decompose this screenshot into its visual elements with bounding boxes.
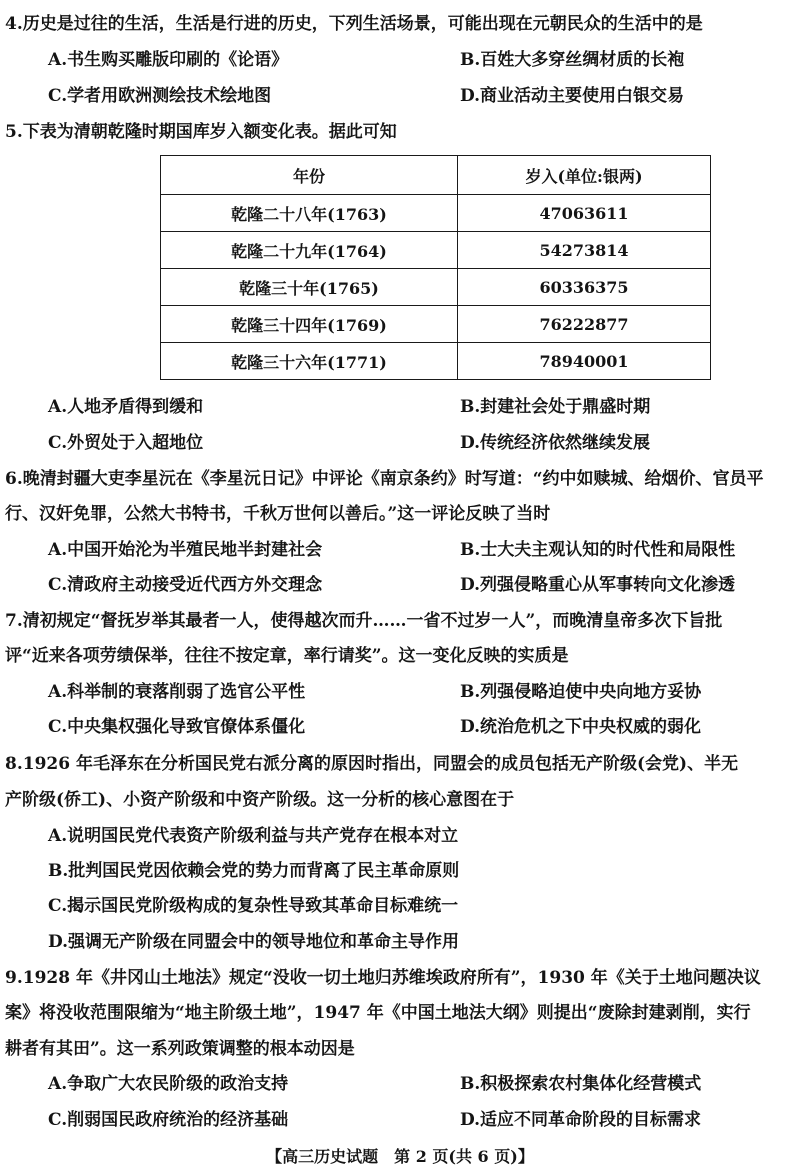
question-8-option-b: B.批判国民党因依赖会党的势力而背离了民主革命原则 bbox=[48, 861, 460, 881]
table-cell-revenue: 47063611 bbox=[458, 195, 711, 232]
question-6-option-d: D.列强侵略重心从军事转向文化渗透 bbox=[460, 575, 736, 595]
table-row bbox=[161, 195, 711, 232]
table-row bbox=[161, 232, 711, 269]
question-4-option-a: A.书生购买雕版印刷的《论语》 bbox=[48, 50, 289, 70]
table-row bbox=[161, 306, 711, 343]
question-8-stem-line-1: 8.1926 年毛泽东在分析国民党右派分离的原因时指出，同盟会的成员包括无产阶级(会党)、半无 bbox=[5, 754, 739, 774]
question-7-stem-line-1: 7.清初规定“督抚岁举其最者一人，使得越次而升……一省不过岁一人”，而晚清皇帝多次下旨批 bbox=[5, 611, 723, 631]
table-cell-revenue: 54273814 bbox=[458, 232, 711, 269]
question-5-stem: 5.下表为清朝乾隆时期国库岁入额变化表。据此可知 bbox=[5, 122, 397, 142]
page-footer: 【高三历史试题 第 2 页(共 6 页)】 bbox=[266, 1147, 534, 1166]
table-row bbox=[161, 343, 711, 380]
table-cell-revenue: 60336375 bbox=[458, 269, 711, 306]
question-4-stem: 4.历史是过往的生活，生活是行进的历史，下列生活场景，可能出现在元朝民众的生活中的是 bbox=[5, 14, 703, 34]
table-cell-revenue: 78940001 bbox=[458, 343, 711, 380]
table-header-revenue: 岁入(单位:银两) bbox=[458, 156, 711, 195]
question-8-stem-line-2: 产阶级(侨工)、小资产阶级和中资产阶级。这一分析的核心意图在于 bbox=[5, 790, 515, 810]
table-header-row bbox=[161, 156, 711, 195]
question-9-option-d: D.适应不同革命阶段的目标需求 bbox=[460, 1110, 702, 1130]
question-6-option-c: C.清政府主动接受近代西方外交理念 bbox=[48, 575, 323, 595]
question-6-stem-line-1: 6.晚清封疆大吏李星沅在《李星沅日记》中评论《南京条约》时写道：“约中如赎城、给烟价、官员平 bbox=[5, 469, 764, 489]
question-5-option-c: C.外贸处于入超地位 bbox=[48, 433, 204, 453]
revenue-table bbox=[160, 155, 711, 380]
table-cell-revenue: 76222877 bbox=[458, 306, 711, 343]
question-6-option-a: A.中国开始沦为半殖民地半封建社会 bbox=[48, 540, 323, 560]
question-4-option-b: B.百姓大多穿丝绸材质的长袍 bbox=[460, 50, 685, 70]
question-5-option-a: A.人地矛盾得到缓和 bbox=[48, 397, 204, 417]
table-cell-year: 乾隆三十年(1765) bbox=[161, 269, 458, 306]
question-7-option-b: B.列强侵略迫使中央向地方妥协 bbox=[460, 682, 702, 702]
question-9-option-a: A.争取广大农民阶级的政治支持 bbox=[48, 1074, 289, 1094]
question-9-stem-line-3: 耕者有其田”。这一系列政策调整的根本动因是 bbox=[5, 1039, 355, 1059]
question-8-option-d: D.强调无产阶级在同盟会中的领导地位和革命主导作用 bbox=[48, 932, 460, 952]
question-7-option-d: D.统治危机之下中央权威的弱化 bbox=[460, 717, 702, 737]
question-5-option-b: B.封建社会处于鼎盛时期 bbox=[460, 397, 651, 417]
table-cell-year: 乾隆二十九年(1764) bbox=[161, 232, 458, 269]
table-cell-year: 乾隆三十六年(1771) bbox=[161, 343, 458, 380]
question-9-option-c: C.削弱国民政府统治的经济基础 bbox=[48, 1110, 289, 1130]
question-6-option-b: B.士大夫主观认知的时代性和局限性 bbox=[460, 540, 736, 560]
question-7-option-a: A.科举制的衰落削弱了选官公平性 bbox=[48, 682, 306, 702]
question-4-option-c: C.学者用欧洲测绘技术绘地图 bbox=[48, 86, 272, 106]
table-header-year: 年份 bbox=[161, 156, 458, 195]
question-4-option-d: D.商业活动主要使用白银交易 bbox=[460, 86, 685, 106]
question-6-stem-line-2: 行、汉奸免罪，公然大书特书，千秋万世何以善后。”这一评论反映了当时 bbox=[5, 504, 551, 524]
question-8-option-c: C.揭示国民党阶级构成的复杂性导致其革命目标难统一 bbox=[48, 896, 459, 916]
table-row bbox=[161, 269, 711, 306]
question-5-option-d: D.传统经济依然继续发展 bbox=[460, 433, 651, 453]
table-cell-year: 乾隆三十四年(1769) bbox=[161, 306, 458, 343]
question-7-stem-line-2: 评“近来各项劳绩保举，往往不按定章，率行请奖”。这一变化反映的实质是 bbox=[5, 646, 569, 666]
question-9-option-b: B.积极探索农村集体化经营模式 bbox=[460, 1074, 702, 1094]
question-9-stem-line-2: 案》将没收范围限缩为“地主阶级土地”，1947 年《中国土地法大纲》则提出“废除封建剥削，实行 bbox=[5, 1003, 751, 1023]
question-8-option-a: A.说明国民党代表资产阶级利益与共产党存在根本对立 bbox=[48, 826, 459, 846]
question-7-option-c: C.中央集权强化导致官僚体系僵化 bbox=[48, 717, 306, 737]
question-9-stem-line-1: 9.1928 年《井冈山土地法》规定“没收一切土地归苏维埃政府所有”，1930 年《关于土地问题决议 bbox=[5, 968, 761, 988]
table-cell-year: 乾隆二十八年(1763) bbox=[161, 195, 458, 232]
